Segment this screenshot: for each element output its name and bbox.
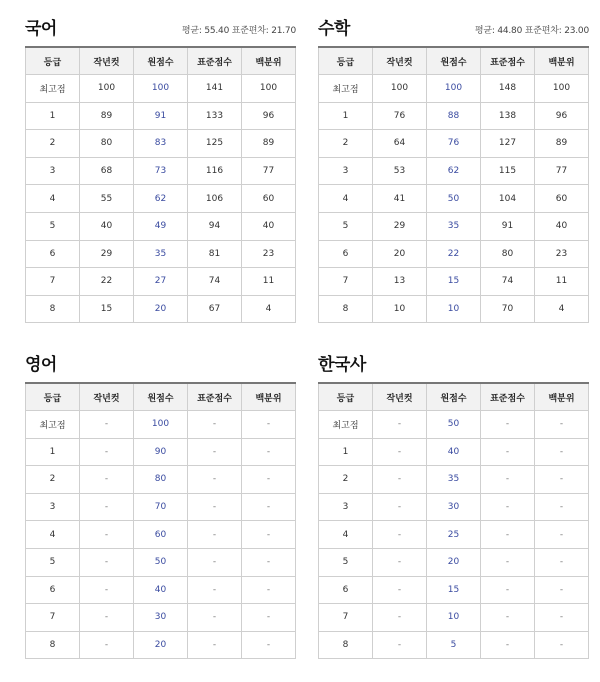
table-row [319, 212, 589, 240]
cell-grade: 1 [26, 102, 80, 130]
cell-percentile: 100 [535, 75, 589, 103]
cell-raw-score: 20 [427, 548, 481, 576]
table-row [26, 185, 296, 213]
table-row [319, 130, 589, 158]
cell-raw-score: 49 [134, 212, 188, 240]
cell-grade: 7 [319, 604, 373, 632]
cell-last-year-cut: 15 [80, 295, 134, 323]
cell-last-year-cut: 55 [80, 185, 134, 213]
cell-standard-score: 116 [188, 157, 242, 185]
cell-raw-score: 100 [427, 75, 481, 103]
math-grade-table [318, 46, 589, 323]
table-row [319, 493, 589, 521]
cell-grade: 6 [319, 240, 373, 268]
cell-last-year-cut: 100 [373, 75, 427, 103]
cell-last-year-cut: 64 [373, 130, 427, 158]
table-row [26, 295, 296, 323]
cell-raw-score: 50 [134, 548, 188, 576]
cell-standard-score: - [481, 438, 535, 466]
cell-last-year-cut: 76 [373, 102, 427, 130]
cell-standard-score: - [188, 411, 242, 439]
history-title: 한국사 [318, 355, 366, 375]
cell-last-year-cut: - [80, 604, 134, 632]
cell-percentile: - [242, 521, 296, 549]
cell-percentile: 60 [535, 185, 589, 213]
cell-last-year-cut: - [373, 521, 427, 549]
cell-grade: 3 [26, 493, 80, 521]
cell-last-year-cut: 53 [373, 157, 427, 185]
cell-last-year-cut: - [373, 438, 427, 466]
cell-standard-score: 141 [188, 75, 242, 103]
cell-grade: 최고점 [319, 75, 373, 103]
cell-standard-score: 74 [481, 268, 535, 296]
cell-grade: 1 [319, 438, 373, 466]
cell-raw-score: 80 [134, 466, 188, 494]
cell-last-year-cut: 13 [373, 268, 427, 296]
column-header-grade: 등급 [319, 47, 373, 75]
table-row [26, 212, 296, 240]
cell-last-year-cut: 41 [373, 185, 427, 213]
cell-percentile: 23 [535, 240, 589, 268]
cell-raw-score: 40 [427, 438, 481, 466]
cell-standard-score: 91 [481, 212, 535, 240]
cell-standard-score: - [481, 576, 535, 604]
column-header-grade: 등급 [26, 47, 80, 75]
cell-raw-score: 22 [427, 240, 481, 268]
cell-last-year-cut: - [80, 576, 134, 604]
column-header-last-year-cut: 작년컷 [373, 383, 427, 411]
cell-standard-score: 138 [481, 102, 535, 130]
cell-raw-score: 30 [427, 493, 481, 521]
table-row [26, 130, 296, 158]
cell-raw-score: 40 [134, 576, 188, 604]
cell-standard-score: - [481, 521, 535, 549]
table-row [319, 102, 589, 130]
cell-percentile: - [242, 604, 296, 632]
korean-title: 국어 [25, 19, 57, 39]
table-row [26, 604, 296, 632]
cell-raw-score: 91 [134, 102, 188, 130]
table-row [26, 102, 296, 130]
cell-grade: 6 [26, 576, 80, 604]
cell-last-year-cut: 89 [80, 102, 134, 130]
column-header-percentile: 백분위 [242, 47, 296, 75]
cell-standard-score: - [481, 466, 535, 494]
cell-grade: 5 [319, 212, 373, 240]
cell-grade: 7 [26, 604, 80, 632]
table-row [26, 576, 296, 604]
cell-percentile: - [242, 466, 296, 494]
cell-raw-score: 5 [427, 631, 481, 659]
cell-percentile: - [535, 576, 589, 604]
column-header-standard-score: 표준점수 [188, 383, 242, 411]
cell-last-year-cut: - [373, 604, 427, 632]
cell-standard-score: 133 [188, 102, 242, 130]
cell-last-year-cut: - [80, 548, 134, 576]
cell-percentile: 96 [242, 102, 296, 130]
cell-grade: 7 [26, 268, 80, 296]
table-row [319, 411, 589, 439]
column-header-raw-score: 원점수 [427, 383, 481, 411]
column-header-last-year-cut: 작년컷 [373, 47, 427, 75]
cell-grade: 3 [319, 493, 373, 521]
cell-last-year-cut: 29 [80, 240, 134, 268]
cell-percentile: - [242, 631, 296, 659]
cell-percentile: - [535, 631, 589, 659]
cell-grade: 6 [26, 240, 80, 268]
cell-grade: 4 [26, 185, 80, 213]
cell-standard-score: - [188, 576, 242, 604]
cell-percentile: 89 [242, 130, 296, 158]
cell-standard-score: 80 [481, 240, 535, 268]
table-row [26, 631, 296, 659]
cell-raw-score: 10 [427, 604, 481, 632]
cell-standard-score: - [188, 521, 242, 549]
table-row [319, 631, 589, 659]
math-stats: 평균: 44.80 표준편차: 23.00 [474, 26, 589, 36]
korean-stats: 평균: 55.40 표준편차: 21.70 [181, 26, 296, 36]
cell-standard-score: 70 [481, 295, 535, 323]
cell-grade: 8 [26, 631, 80, 659]
column-header-grade: 등급 [319, 383, 373, 411]
cell-grade: 8 [26, 295, 80, 323]
korean-grade-table [25, 46, 296, 323]
cell-standard-score: - [188, 631, 242, 659]
cell-percentile: 4 [242, 295, 296, 323]
cell-raw-score: 30 [134, 604, 188, 632]
table-header-row [26, 47, 296, 75]
table-row [319, 185, 589, 213]
cell-raw-score: 20 [134, 631, 188, 659]
cell-last-year-cut: 68 [80, 157, 134, 185]
cell-raw-score: 50 [427, 411, 481, 439]
cell-grade: 3 [319, 157, 373, 185]
history-grade-table [318, 382, 589, 659]
cell-raw-score: 10 [427, 295, 481, 323]
cell-grade: 1 [319, 102, 373, 130]
table-row [26, 521, 296, 549]
cell-raw-score: 62 [134, 185, 188, 213]
table-row [26, 438, 296, 466]
cell-last-year-cut: 29 [373, 212, 427, 240]
table-row [319, 75, 589, 103]
cell-raw-score: 35 [427, 212, 481, 240]
cell-standard-score: - [481, 493, 535, 521]
column-header-standard-score: 표준점수 [481, 383, 535, 411]
cell-grade: 3 [26, 157, 80, 185]
cell-last-year-cut: - [373, 411, 427, 439]
cell-standard-score: - [188, 548, 242, 576]
column-header-last-year-cut: 작년컷 [80, 383, 134, 411]
cell-last-year-cut: - [373, 493, 427, 521]
cell-grade: 6 [319, 576, 373, 604]
cell-raw-score: 15 [427, 576, 481, 604]
cell-grade: 7 [319, 268, 373, 296]
cell-standard-score: 94 [188, 212, 242, 240]
cell-standard-score: 125 [188, 130, 242, 158]
cell-raw-score: 90 [134, 438, 188, 466]
cell-grade: 8 [319, 631, 373, 659]
cell-last-year-cut: - [373, 576, 427, 604]
table-row [319, 604, 589, 632]
cell-raw-score: 25 [427, 521, 481, 549]
cell-standard-score: - [481, 604, 535, 632]
cell-raw-score: 73 [134, 157, 188, 185]
column-header-grade: 등급 [26, 383, 80, 411]
cell-percentile: - [535, 466, 589, 494]
cell-standard-score: 148 [481, 75, 535, 103]
cell-percentile: 11 [242, 268, 296, 296]
table-header-row [319, 383, 589, 411]
cell-last-year-cut: - [80, 411, 134, 439]
cell-grade: 2 [26, 466, 80, 494]
cell-raw-score: 83 [134, 130, 188, 158]
cell-standard-score: - [481, 411, 535, 439]
cell-raw-score: 62 [427, 157, 481, 185]
cell-percentile: - [535, 411, 589, 439]
cell-standard-score: - [188, 604, 242, 632]
column-header-last-year-cut: 작년컷 [80, 47, 134, 75]
cell-last-year-cut: - [80, 438, 134, 466]
cell-standard-score: - [188, 493, 242, 521]
cell-grade: 최고점 [26, 411, 80, 439]
cell-raw-score: 76 [427, 130, 481, 158]
cell-grade: 1 [26, 438, 80, 466]
table-row [319, 268, 589, 296]
column-header-standard-score: 표준점수 [188, 47, 242, 75]
table-row [319, 240, 589, 268]
cell-last-year-cut: - [373, 548, 427, 576]
cell-percentile: 77 [535, 157, 589, 185]
cell-raw-score: 100 [134, 411, 188, 439]
cell-percentile: - [535, 493, 589, 521]
cell-raw-score: 35 [427, 466, 481, 494]
cell-standard-score: - [481, 548, 535, 576]
cell-percentile: - [535, 604, 589, 632]
cell-last-year-cut: - [80, 466, 134, 494]
cell-raw-score: 60 [134, 521, 188, 549]
cell-standard-score: 67 [188, 295, 242, 323]
english-title: 영어 [25, 355, 57, 375]
cell-grade: 2 [26, 130, 80, 158]
column-header-percentile: 백분위 [535, 383, 589, 411]
column-header-raw-score: 원점수 [134, 47, 188, 75]
table-row [26, 240, 296, 268]
cell-percentile: - [535, 438, 589, 466]
table-row [319, 438, 589, 466]
cell-last-year-cut: 20 [373, 240, 427, 268]
english-grade-table [25, 382, 296, 659]
table-row [319, 295, 589, 323]
cell-percentile: 23 [242, 240, 296, 268]
table-header-row [26, 383, 296, 411]
column-header-percentile: 백분위 [242, 383, 296, 411]
cell-raw-score: 15 [427, 268, 481, 296]
cell-grade: 5 [26, 212, 80, 240]
cell-percentile: 96 [535, 102, 589, 130]
cell-last-year-cut: 10 [373, 295, 427, 323]
table-row [26, 411, 296, 439]
cell-percentile: - [535, 548, 589, 576]
table-row [26, 268, 296, 296]
table-row [319, 157, 589, 185]
cell-grade: 4 [26, 521, 80, 549]
cell-last-year-cut: - [373, 631, 427, 659]
column-header-standard-score: 표준점수 [481, 47, 535, 75]
cell-last-year-cut: 80 [80, 130, 134, 158]
column-header-percentile: 백분위 [535, 47, 589, 75]
cell-percentile: 60 [242, 185, 296, 213]
cell-percentile: 100 [242, 75, 296, 103]
cell-raw-score: 50 [427, 185, 481, 213]
cell-standard-score: 81 [188, 240, 242, 268]
cell-percentile: - [242, 411, 296, 439]
column-header-raw-score: 원점수 [427, 47, 481, 75]
math-title: 수학 [318, 19, 350, 39]
cell-standard-score: 104 [481, 185, 535, 213]
cell-percentile: - [242, 576, 296, 604]
table-row [26, 493, 296, 521]
cell-grade: 최고점 [26, 75, 80, 103]
cell-raw-score: 70 [134, 493, 188, 521]
cell-standard-score: 74 [188, 268, 242, 296]
table-row [26, 466, 296, 494]
cell-last-year-cut: - [373, 466, 427, 494]
cell-grade: 2 [319, 466, 373, 494]
cell-standard-score: - [481, 631, 535, 659]
cell-standard-score: 115 [481, 157, 535, 185]
cell-percentile: - [242, 438, 296, 466]
cell-percentile: - [242, 548, 296, 576]
table-row [26, 548, 296, 576]
cell-grade: 4 [319, 185, 373, 213]
cell-grade: 5 [26, 548, 80, 576]
cell-percentile: - [242, 493, 296, 521]
cell-percentile: 11 [535, 268, 589, 296]
cell-last-year-cut: - [80, 521, 134, 549]
cell-last-year-cut: 22 [80, 268, 134, 296]
cell-raw-score: 100 [134, 75, 188, 103]
cell-raw-score: 20 [134, 295, 188, 323]
cell-last-year-cut: - [80, 631, 134, 659]
cell-percentile: 89 [535, 130, 589, 158]
cell-standard-score: - [188, 438, 242, 466]
table-row [26, 157, 296, 185]
cell-grade: 4 [319, 521, 373, 549]
cell-percentile: - [535, 521, 589, 549]
table-row [319, 576, 589, 604]
table-row [319, 521, 589, 549]
cell-standard-score: 106 [188, 185, 242, 213]
table-row [319, 548, 589, 576]
cell-standard-score: 127 [481, 130, 535, 158]
cell-percentile: 4 [535, 295, 589, 323]
column-header-raw-score: 원점수 [134, 383, 188, 411]
cell-raw-score: 35 [134, 240, 188, 268]
cell-grade: 2 [319, 130, 373, 158]
cell-grade: 최고점 [319, 411, 373, 439]
cell-grade: 5 [319, 548, 373, 576]
cell-raw-score: 27 [134, 268, 188, 296]
cell-last-year-cut: - [80, 493, 134, 521]
cell-grade: 8 [319, 295, 373, 323]
cell-last-year-cut: 100 [80, 75, 134, 103]
table-header-row [319, 47, 589, 75]
table-row [26, 75, 296, 103]
cell-percentile: 77 [242, 157, 296, 185]
cell-raw-score: 88 [427, 102, 481, 130]
cell-percentile: 40 [242, 212, 296, 240]
cell-last-year-cut: 40 [80, 212, 134, 240]
table-row [319, 466, 589, 494]
cell-standard-score: - [188, 466, 242, 494]
cell-percentile: 40 [535, 212, 589, 240]
